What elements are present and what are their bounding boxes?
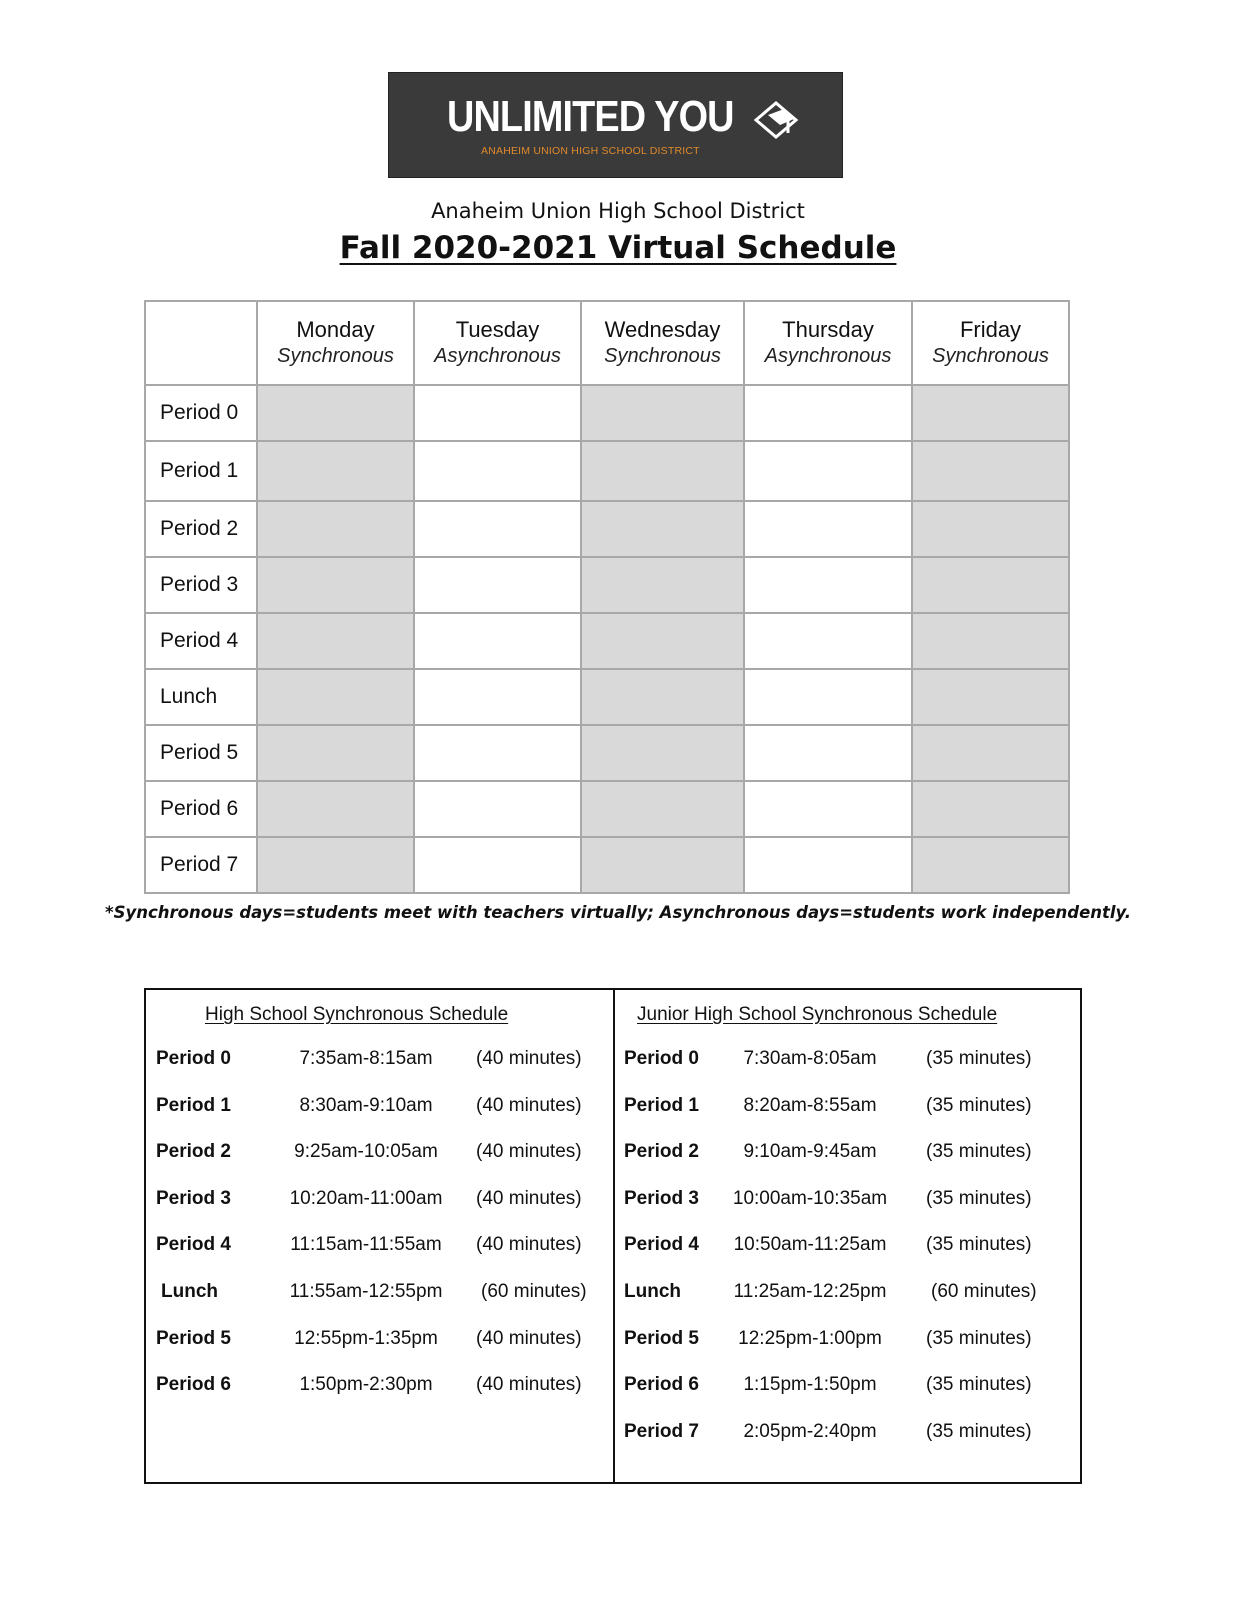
grid-cell: [414, 669, 581, 725]
grid-row: [145, 613, 1069, 669]
time-range: 7:30am-8:05am: [743, 1048, 877, 1069]
grid-cell: [257, 781, 414, 837]
period-label: Period 6: [156, 1374, 231, 1396]
grid-cell: [581, 837, 744, 893]
day-header-friday: [912, 301, 1069, 385]
duration: (60 minutes): [481, 1281, 587, 1302]
period-label: Period 7: [624, 1420, 699, 1442]
time-range: 1:50pm-2:30pm: [299, 1374, 433, 1396]
day-type: Synchronous: [277, 345, 394, 367]
grid-cell: [744, 557, 912, 613]
junior-high-schedule-row: [624, 1045, 1074, 1073]
junior-high-schedule-row: [624, 1092, 1074, 1120]
high-school-schedule-row: [156, 1045, 606, 1073]
graduation-cap-diamond-icon: [754, 99, 802, 141]
high-school-schedule-row: [156, 1185, 606, 1213]
grid-cell: [257, 441, 414, 501]
junior-high-schedule-title: Junior High School Synchronous Schedule: [637, 1004, 998, 1025]
grid-cell: [414, 725, 581, 781]
row-label: Period 3: [145, 557, 257, 613]
junior-high-schedule-row: [624, 1138, 1074, 1166]
period-label: Period 6: [624, 1374, 699, 1396]
junior-high-schedule-row: [624, 1371, 1074, 1399]
duration: (40 minutes): [476, 1234, 582, 1256]
row-label: Period 4: [145, 613, 257, 669]
row-label: Period 6: [145, 781, 257, 837]
period-label: Period 3: [624, 1187, 699, 1209]
duration: (35 minutes): [926, 1234, 1032, 1256]
grid-row: [145, 837, 1069, 893]
grid-cell: [581, 557, 744, 613]
period-label: Period 3: [156, 1187, 231, 1209]
column-divider: [613, 990, 615, 1482]
grid-cell: [744, 385, 912, 441]
time-range: 12:55pm-1:35pm: [294, 1327, 438, 1349]
duration: (35 minutes): [926, 1420, 1032, 1442]
high-school-schedule-row: [156, 1371, 606, 1399]
time-range: 10:50am-11:25am: [733, 1234, 887, 1256]
footnote: *Synchronous days=students meet with teachers virtually; Asynchronous days=students work independently.: [104, 903, 1132, 922]
high-school-schedule-row: [156, 1325, 606, 1353]
time-range: 9:10am-9:45am: [743, 1141, 877, 1163]
grid-cell: [581, 441, 744, 501]
period-label: Period 0: [624, 1048, 699, 1069]
period-label: Period 1: [156, 1094, 231, 1116]
junior-high-schedule-row: [624, 1278, 1074, 1306]
day-header-tuesday: [414, 301, 581, 385]
day-header-thursday: [744, 301, 912, 385]
grid-cell: [414, 441, 581, 501]
time-range: 1:15pm-1:50pm: [743, 1374, 877, 1396]
grid-cell: [257, 613, 414, 669]
duration: (40 minutes): [476, 1187, 582, 1209]
grid-row: [145, 501, 1069, 557]
duration: (60 minutes): [931, 1281, 1037, 1302]
period-label: Lunch: [624, 1281, 681, 1302]
page-title: Fall 2020-2021 Virtual Schedule: [339, 230, 897, 266]
grid-cell: [581, 669, 744, 725]
duration: (35 minutes): [926, 1374, 1032, 1396]
grid-cell: [581, 613, 744, 669]
grid-cell: [912, 669, 1069, 725]
time-range: 2:05pm-2:40pm: [743, 1420, 877, 1442]
grid-cell: [912, 725, 1069, 781]
day-name: Monday: [296, 317, 375, 342]
high-school-schedule-row: [156, 1092, 606, 1120]
junior-high-schedule-row: [624, 1418, 1074, 1446]
district-logo: [388, 72, 843, 178]
period-label: Period 1: [624, 1094, 699, 1116]
grid-row: [145, 441, 1069, 501]
duration: (40 minutes): [476, 1094, 582, 1116]
grid-cell: [912, 385, 1069, 441]
grid-cell: [414, 781, 581, 837]
weekly-schedule-grid: [144, 300, 1070, 894]
high-school-schedule-title: High School Synchronous Schedule: [205, 1004, 509, 1025]
grid-cell: [912, 837, 1069, 893]
time-range: 7:35am-8:15am: [299, 1048, 433, 1069]
duration: (35 minutes): [926, 1094, 1032, 1116]
day-name: Wednesday: [604, 317, 721, 342]
grid-cell: [912, 501, 1069, 557]
period-label: Period 4: [624, 1234, 699, 1256]
duration: (35 minutes): [926, 1048, 1032, 1069]
logo-title: UNLIMITED YOU: [447, 92, 734, 141]
period-label: Lunch: [161, 1281, 218, 1302]
grid-cell: [744, 669, 912, 725]
time-range: 11:55am-12:55pm: [289, 1281, 443, 1302]
grid-row: [145, 669, 1069, 725]
grid-cell: [912, 557, 1069, 613]
duration: (35 minutes): [926, 1187, 1032, 1209]
grid-cell: [581, 781, 744, 837]
day-type: Asynchronous: [764, 345, 892, 367]
duration: (40 minutes): [476, 1141, 582, 1163]
day-name: Thursday: [782, 317, 874, 342]
high-school-schedule-row: [156, 1231, 606, 1259]
duration: (40 minutes): [476, 1374, 582, 1396]
row-label: Period 5: [145, 725, 257, 781]
grid-cell: [414, 613, 581, 669]
synchronous-times-box: [144, 988, 1082, 1484]
row-label: Period 7: [145, 837, 257, 893]
period-label: Period 0: [156, 1048, 231, 1069]
district-name: Anaheim Union High School District: [431, 199, 805, 223]
grid-cell: [912, 781, 1069, 837]
period-label: Period 2: [624, 1141, 699, 1163]
grid-row: [145, 781, 1069, 837]
grid-cell: [414, 837, 581, 893]
day-type: Synchronous: [932, 345, 1049, 367]
duration: (35 minutes): [926, 1141, 1032, 1163]
grid-cell: [912, 613, 1069, 669]
grid-cell: [744, 837, 912, 893]
period-label: Period 5: [624, 1327, 699, 1349]
day-name: Tuesday: [455, 317, 540, 342]
time-range: 10:20am-11:00am: [289, 1187, 443, 1209]
high-school-schedule-row: [156, 1278, 606, 1306]
grid-cell: [257, 725, 414, 781]
day-header-monday: [257, 301, 414, 385]
grid-cell: [581, 501, 744, 557]
grid-header-row: [145, 301, 1069, 385]
grid-cell: [581, 385, 744, 441]
grid-row: [145, 725, 1069, 781]
grid-cell: [414, 557, 581, 613]
duration: (35 minutes): [926, 1327, 1032, 1349]
day-type: Synchronous: [604, 345, 721, 367]
grid-cell: [581, 725, 744, 781]
day-header-wednesday: [581, 301, 744, 385]
row-label: Period 2: [145, 501, 257, 557]
period-label: Period 4: [156, 1234, 231, 1256]
period-label: Period 5: [156, 1327, 231, 1349]
duration: (40 minutes): [476, 1327, 582, 1349]
grid-cell: [744, 501, 912, 557]
junior-high-schedule-row: [624, 1231, 1074, 1259]
duration: (40 minutes): [476, 1048, 582, 1069]
junior-high-schedule-row: [624, 1325, 1074, 1353]
grid-cell: [257, 501, 414, 557]
grid-cell: [257, 385, 414, 441]
day-type: Asynchronous: [434, 345, 561, 367]
grid-cell: [912, 441, 1069, 501]
grid-cell: [257, 669, 414, 725]
grid-corner-cell: [145, 301, 257, 385]
time-range: 8:30am-9:10am: [299, 1094, 433, 1116]
period-label: Period 2: [156, 1141, 231, 1163]
time-range: 11:25am-12:25pm: [733, 1281, 887, 1302]
grid-row: [145, 385, 1069, 441]
grid-cell: [257, 837, 414, 893]
time-range: 12:25pm-1:00pm: [738, 1327, 882, 1349]
logo-subtitle: ANAHEIM UNION HIGH SCHOOL DISTRICT: [481, 145, 700, 157]
grid-cell: [257, 557, 414, 613]
grid-cell: [744, 725, 912, 781]
time-range: 9:25am-10:05am: [294, 1141, 438, 1163]
time-range: 8:20am-8:55am: [743, 1094, 877, 1116]
grid-cell: [744, 613, 912, 669]
time-range: 11:15am-11:55am: [290, 1234, 442, 1256]
grid-row: [145, 557, 1069, 613]
row-label: Lunch: [145, 669, 257, 725]
junior-high-schedule-row: [624, 1185, 1074, 1213]
row-label: Period 0: [145, 385, 257, 441]
grid-cell: [744, 781, 912, 837]
grid-cell: [414, 385, 581, 441]
row-label: Period 1: [145, 441, 257, 501]
day-name: Friday: [959, 317, 1022, 342]
high-school-schedule-row: [156, 1138, 606, 1166]
time-range: 10:00am-10:35am: [732, 1187, 888, 1209]
grid-cell: [414, 501, 581, 557]
grid-cell: [744, 441, 912, 501]
